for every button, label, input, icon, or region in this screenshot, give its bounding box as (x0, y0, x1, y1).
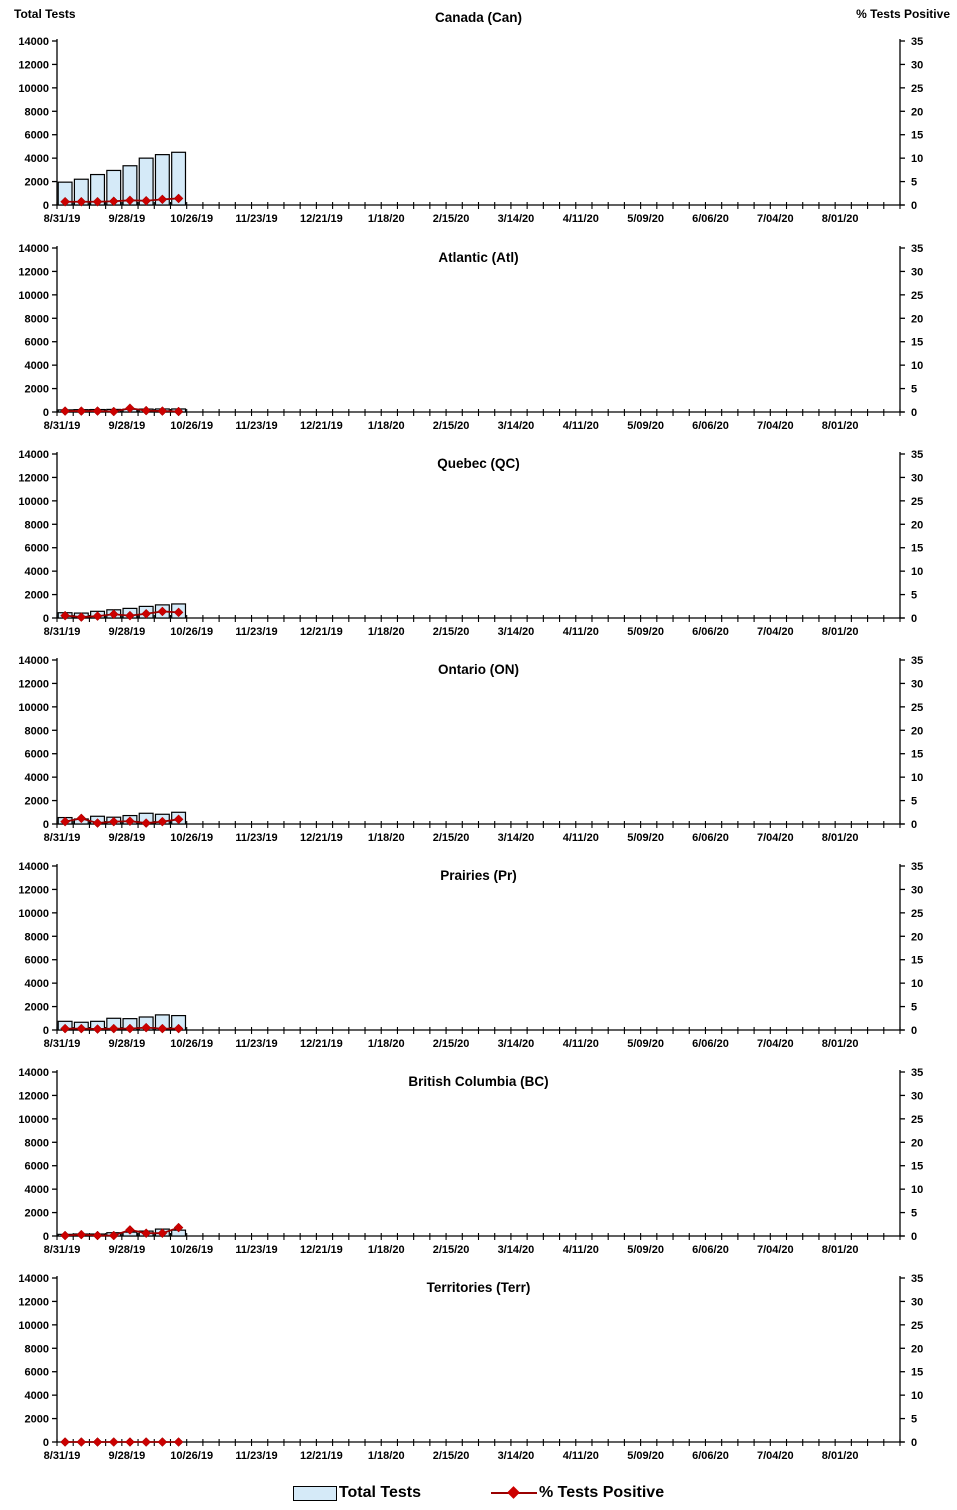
left-tick-label: 10000 (18, 495, 49, 508)
left-tick-label: 6000 (24, 129, 49, 142)
right-tick-label: 30 (911, 266, 924, 279)
left-tick-label: 8000 (24, 106, 49, 119)
left-tick-label: 2000 (24, 383, 49, 396)
right-tick-label: 15 (911, 336, 924, 349)
left-tick-label: 0 (42, 819, 49, 831)
right-tick-label: 25 (911, 701, 924, 714)
right-tick-label: 15 (911, 542, 924, 555)
x-tick-label: 10/26/19 (170, 420, 214, 432)
x-tick-label: 8/31/19 (43, 1450, 81, 1462)
total-tests-bars (58, 152, 185, 205)
x-tick-label: 6/06/20 (692, 1038, 729, 1050)
right-tick-label: 20 (911, 106, 924, 119)
right-tick-label: 5 (911, 1207, 918, 1220)
axes (57, 864, 904, 1030)
panel-title: Territories (Terr) (426, 1280, 531, 1295)
right-tick-label: 25 (911, 289, 924, 302)
left-tick-label: 0 (42, 613, 49, 625)
x-tick-label: 4/11/20 (562, 626, 599, 638)
right-tick-label: 20 (911, 931, 924, 944)
x-tick-label: 11/23/19 (235, 1038, 278, 1050)
left-tick-label: 14000 (18, 861, 49, 873)
x-tick-label: 12/21/19 (299, 420, 343, 432)
left-tick-label: 4000 (24, 360, 49, 373)
pct-positive-marker (158, 407, 167, 416)
right-tick-label: 10 (911, 360, 924, 373)
right-tick-label: 10 (911, 1184, 924, 1197)
x-tick-label: 9/28/19 (108, 1450, 146, 1462)
chart-panel-canada-can (0, 0, 957, 235)
right-tick-label: 10 (911, 772, 924, 785)
left-tick-label: 8000 (24, 1343, 49, 1356)
left-tick-label: 6000 (24, 954, 49, 967)
left-tick-label: 12000 (18, 678, 49, 691)
left-tick-label: 14000 (18, 449, 49, 461)
x-tick-label: 9/28/19 (108, 626, 146, 638)
pct-positive-marker (77, 1230, 86, 1239)
right-tick-label: 35 (911, 243, 924, 255)
right-tick-label: 0 (911, 613, 918, 625)
right-tick-label: 25 (911, 907, 924, 920)
right-tick-label: 5 (911, 1001, 918, 1014)
right-tick-label: 30 (911, 1090, 924, 1103)
left-tick-label: 4000 (24, 1390, 49, 1403)
pct-positive-marker (174, 1438, 183, 1447)
x-tick-label: 7/04/20 (756, 832, 794, 844)
x-tick-label: 3/14/20 (497, 832, 535, 844)
x-tick-label: 8/31/19 (43, 420, 81, 432)
panel-title: British Columbia (BC) (408, 1074, 549, 1089)
left-tick-label: 6000 (24, 542, 49, 555)
x-tick-label: 6/06/20 (692, 832, 729, 844)
x-tick-label: 7/04/20 (756, 1038, 794, 1050)
left-tick-label: 14000 (18, 1067, 49, 1079)
x-tick-label: 5/09/20 (627, 626, 664, 638)
left-tick-label: 14000 (18, 36, 49, 48)
right-tick-label: 15 (911, 954, 924, 967)
pct-positive-marker (93, 1438, 102, 1447)
left-tick-label: 4000 (24, 1184, 49, 1197)
x-tick-label: 8/31/19 (43, 213, 81, 225)
legend-item-pct-positive (491, 1484, 664, 1502)
right-tick-label: 15 (911, 1366, 924, 1379)
right-tick-label: 35 (911, 655, 924, 667)
axes (57, 658, 904, 824)
x-tick-label: 7/04/20 (756, 213, 794, 225)
x-tick-label: 10/26/19 (170, 213, 214, 225)
x-tick-label: 9/28/19 (108, 420, 146, 432)
left-tick-label: 2000 (24, 589, 49, 602)
x-tick-label: 9/28/19 (108, 1244, 146, 1256)
x-tick-label: 11/23/19 (235, 1450, 278, 1462)
x-tick-label: 5/09/20 (627, 1038, 664, 1050)
x-tick-label: 2/15/20 (432, 420, 470, 432)
x-tick-label: 6/06/20 (692, 1450, 729, 1462)
x-tick-label: 12/21/19 (299, 1450, 343, 1462)
x-tick-label: 5/09/20 (627, 1244, 664, 1256)
right-tick-label: 15 (911, 1160, 924, 1173)
x-tick-label: 9/28/19 (108, 832, 146, 844)
chart-panel-territories-terr (0, 1270, 957, 1471)
x-tick-label: 7/04/20 (756, 1450, 794, 1462)
left-tick-label: 2000 (24, 795, 49, 808)
x-tick-label: 8/31/19 (43, 832, 81, 844)
panel-title: Ontario (ON) (438, 662, 519, 677)
x-tick-label: 4/11/20 (562, 1450, 599, 1462)
axes (57, 452, 904, 618)
left-tick-label: 10000 (18, 82, 49, 95)
left-tick-label: 8000 (24, 313, 49, 326)
left-tick-label: 10000 (18, 289, 49, 302)
panel-title: Atlantic (Atl) (438, 250, 519, 265)
right-tick-label: 10 (911, 1390, 924, 1403)
chart-panel-prairies-pr (0, 858, 957, 1059)
right-tick-label: 0 (911, 1231, 918, 1243)
x-tick-label: 8/31/19 (43, 626, 81, 638)
x-tick-label: 2/15/20 (432, 1450, 470, 1462)
right-tick-label: 5 (911, 176, 918, 189)
x-tick-label: 1/18/20 (367, 1038, 405, 1050)
x-tick-label: 12/21/19 (299, 832, 343, 844)
x-tick-label: 2/15/20 (432, 1038, 470, 1050)
x-tick-label: 2/15/20 (432, 213, 470, 225)
right-tick-label: 35 (911, 36, 924, 48)
x-tick-label: 3/14/20 (497, 1038, 535, 1050)
x-tick-label: 1/18/20 (367, 1450, 405, 1462)
left-tick-label: 2000 (24, 1001, 49, 1014)
x-tick-label: 1/18/20 (367, 626, 405, 638)
right-tick-label: 5 (911, 383, 918, 396)
left-tick-label: 6000 (24, 1366, 49, 1379)
chart-panel-british-columbia-bc (0, 1064, 957, 1265)
x-tick-label: 5/09/20 (627, 832, 664, 844)
x-tick-label: 11/23/19 (235, 213, 278, 225)
right-tick-label: 0 (911, 200, 918, 212)
x-tick-label: 3/14/20 (497, 420, 535, 432)
left-tick-label: 2000 (24, 176, 49, 189)
left-tick-label: 0 (42, 200, 49, 212)
x-tick-label: 2/15/20 (432, 832, 470, 844)
x-tick-label: 7/04/20 (756, 626, 794, 638)
panel-title: Canada (Can) (434, 10, 523, 25)
left-tick-label: 10000 (18, 1319, 49, 1332)
right-tick-label: 25 (911, 495, 924, 508)
x-tick-label: 10/26/19 (170, 1450, 214, 1462)
pct-positive-marker (93, 1231, 102, 1240)
right-tick-label: 35 (911, 449, 924, 461)
left-tick-label: 0 (42, 1437, 49, 1449)
panel-title: Quebec (QC) (437, 456, 520, 471)
pct-positive-marker (109, 407, 118, 416)
left-tick-label: 14000 (18, 655, 49, 667)
right-tick-label: 20 (911, 725, 924, 738)
x-tick-label: 5/09/20 (627, 420, 664, 432)
right-tick-label: 30 (911, 1296, 924, 1309)
x-tick-label: 3/14/20 (497, 626, 535, 638)
left-tick-label: 12000 (18, 1296, 49, 1309)
x-tick-label: 1/18/20 (367, 832, 405, 844)
right-tick-label: 5 (911, 589, 918, 602)
x-tick-label: 11/23/19 (235, 420, 278, 432)
x-tick-label: 2/15/20 (432, 1244, 470, 1256)
left-tick-label: 14000 (18, 1273, 49, 1285)
x-tick-label: 4/11/20 (562, 1244, 599, 1256)
pct-positive-marker (77, 407, 86, 416)
right-tick-label: 15 (911, 748, 924, 761)
x-tick-label: 8/01/20 (821, 213, 859, 225)
x-tick-label: 8/01/20 (821, 420, 859, 432)
right-tick-label: 25 (911, 82, 924, 95)
left-tick-label: 14000 (18, 243, 49, 255)
pct-positive-marker (142, 1438, 151, 1447)
left-tick-label: 8000 (24, 1137, 49, 1150)
x-tick-label: 8/31/19 (43, 1038, 81, 1050)
x-tick-label: 12/21/19 (299, 1244, 343, 1256)
x-tick-label: 8/01/20 (821, 1450, 859, 1462)
x-tick-label: 12/21/19 (299, 1038, 343, 1050)
x-tick-label: 4/11/20 (562, 213, 599, 225)
right-tick-label: 35 (911, 1067, 924, 1079)
left-tick-label: 6000 (24, 336, 49, 349)
x-tick-label: 7/04/20 (756, 1244, 794, 1256)
x-tick-label: 8/01/20 (821, 1244, 859, 1256)
left-tick-label: 4000 (24, 772, 49, 785)
chart-panel-atlantic-atl (0, 240, 957, 441)
axes (57, 1276, 904, 1442)
pct-positive-marker (125, 1438, 134, 1447)
x-tick-label: 9/28/19 (108, 213, 146, 225)
left-tick-label: 10000 (18, 1113, 49, 1126)
left-tick-label: 0 (42, 1025, 49, 1037)
left-tick-label: 8000 (24, 519, 49, 532)
x-tick-label: 1/18/20 (367, 213, 405, 225)
axes (57, 246, 904, 412)
left-tick-label: 6000 (24, 748, 49, 761)
right-tick-label: 0 (911, 407, 918, 419)
right-tick-label: 10 (911, 153, 924, 166)
right-tick-label: 30 (911, 59, 924, 72)
pct-positive-marker (77, 1438, 86, 1447)
x-tick-label: 8/31/19 (43, 1244, 81, 1256)
x-tick-label: 5/09/20 (627, 1450, 664, 1462)
legend-total-tests-label: Total Tests (338, 1484, 421, 1501)
right-tick-label: 25 (911, 1113, 924, 1126)
left-tick-label: 4000 (24, 978, 49, 991)
pct-positive-marker (93, 407, 102, 416)
x-tick-label: 10/26/19 (170, 832, 214, 844)
legend-pct-positive-label: % Tests Positive (539, 1484, 665, 1501)
x-tick-label: 11/23/19 (235, 626, 278, 638)
right-tick-label: 25 (911, 1319, 924, 1332)
x-tick-label: 1/18/20 (367, 1244, 405, 1256)
x-tick-label: 6/06/20 (692, 626, 729, 638)
right-tick-label: 5 (911, 795, 918, 808)
pct-positive-marker (158, 1438, 167, 1447)
left-tick-label: 4000 (24, 566, 49, 579)
right-tick-label: 30 (911, 678, 924, 691)
x-tick-label: 6/06/20 (692, 1244, 729, 1256)
left-tick-label: 12000 (18, 266, 49, 279)
right-tick-label: 30 (911, 472, 924, 485)
x-tick-label: 3/14/20 (497, 213, 535, 225)
right-axis-title: % Tests Positive (856, 7, 950, 21)
x-tick-label: 8/01/20 (821, 1038, 859, 1050)
x-tick-label: 3/14/20 (497, 1450, 535, 1462)
x-tick-label: 9/28/19 (108, 1038, 146, 1050)
x-tick-label: 2/15/20 (432, 626, 470, 638)
right-tick-label: 20 (911, 519, 924, 532)
panel-title: Prairies (Pr) (440, 868, 517, 883)
x-tick-label: 6/06/20 (692, 213, 729, 225)
x-tick-label: 8/01/20 (821, 832, 859, 844)
left-tick-label: 8000 (24, 931, 49, 944)
left-axis-title: Total Tests (14, 7, 76, 21)
x-tick-label: 6/06/20 (692, 420, 729, 432)
x-tick-label: 11/23/19 (235, 832, 278, 844)
x-tick-label: 10/26/19 (170, 1244, 214, 1256)
left-tick-label: 12000 (18, 884, 49, 897)
left-tick-label: 0 (42, 407, 49, 419)
right-tick-label: 30 (911, 884, 924, 897)
pct-positive-line-swatch (491, 1485, 537, 1501)
left-tick-label: 2000 (24, 1413, 49, 1426)
x-tick-label: 4/11/20 (562, 420, 599, 432)
axes (57, 1070, 904, 1236)
left-tick-label: 6000 (24, 1160, 49, 1173)
pct-positive-marker (61, 1438, 70, 1447)
left-tick-label: 12000 (18, 472, 49, 485)
x-tick-label: 12/21/19 (299, 626, 343, 638)
left-tick-label: 12000 (18, 1090, 49, 1103)
pct-positive-marker (142, 406, 151, 415)
pct-positive-marker (61, 1231, 70, 1240)
x-tick-label: 3/14/20 (497, 1244, 535, 1256)
right-tick-label: 5 (911, 1413, 918, 1426)
right-tick-label: 0 (911, 819, 918, 831)
right-tick-label: 0 (911, 1437, 918, 1449)
x-tick-label: 5/09/20 (627, 213, 664, 225)
total-tests-swatch (293, 1486, 337, 1501)
left-tick-label: 10000 (18, 701, 49, 714)
right-tick-label: 15 (911, 129, 924, 142)
x-tick-label: 11/23/19 (235, 1244, 278, 1256)
left-tick-label: 8000 (24, 725, 49, 738)
left-tick-label: 2000 (24, 1207, 49, 1220)
legend (0, 1476, 957, 1510)
left-tick-label: 4000 (24, 153, 49, 166)
chart-panel-ontario-on (0, 652, 957, 853)
chart-panel-quebec-qc (0, 446, 957, 647)
x-tick-label: 12/21/19 (299, 213, 343, 225)
left-tick-label: 10000 (18, 907, 49, 920)
right-tick-label: 20 (911, 313, 924, 326)
legend-item-total-tests (293, 1484, 421, 1502)
right-tick-label: 20 (911, 1343, 924, 1356)
x-tick-label: 10/26/19 (170, 626, 214, 638)
right-tick-label: 10 (911, 978, 924, 991)
right-tick-label: 0 (911, 1025, 918, 1037)
x-tick-label: 4/11/20 (562, 832, 599, 844)
right-tick-label: 35 (911, 861, 924, 873)
x-tick-label: 7/04/20 (756, 420, 794, 432)
pct-positive-marker (109, 1438, 118, 1447)
pct-positive-marker (61, 407, 70, 416)
right-tick-label: 35 (911, 1273, 924, 1285)
left-tick-label: 12000 (18, 59, 49, 72)
x-tick-label: 8/01/20 (821, 626, 859, 638)
left-tick-label: 0 (42, 1231, 49, 1243)
right-tick-label: 20 (911, 1137, 924, 1150)
right-tick-label: 10 (911, 566, 924, 579)
x-tick-label: 1/18/20 (367, 420, 405, 432)
x-tick-label: 4/11/20 (562, 1038, 599, 1050)
x-tick-label: 10/26/19 (170, 1038, 214, 1050)
